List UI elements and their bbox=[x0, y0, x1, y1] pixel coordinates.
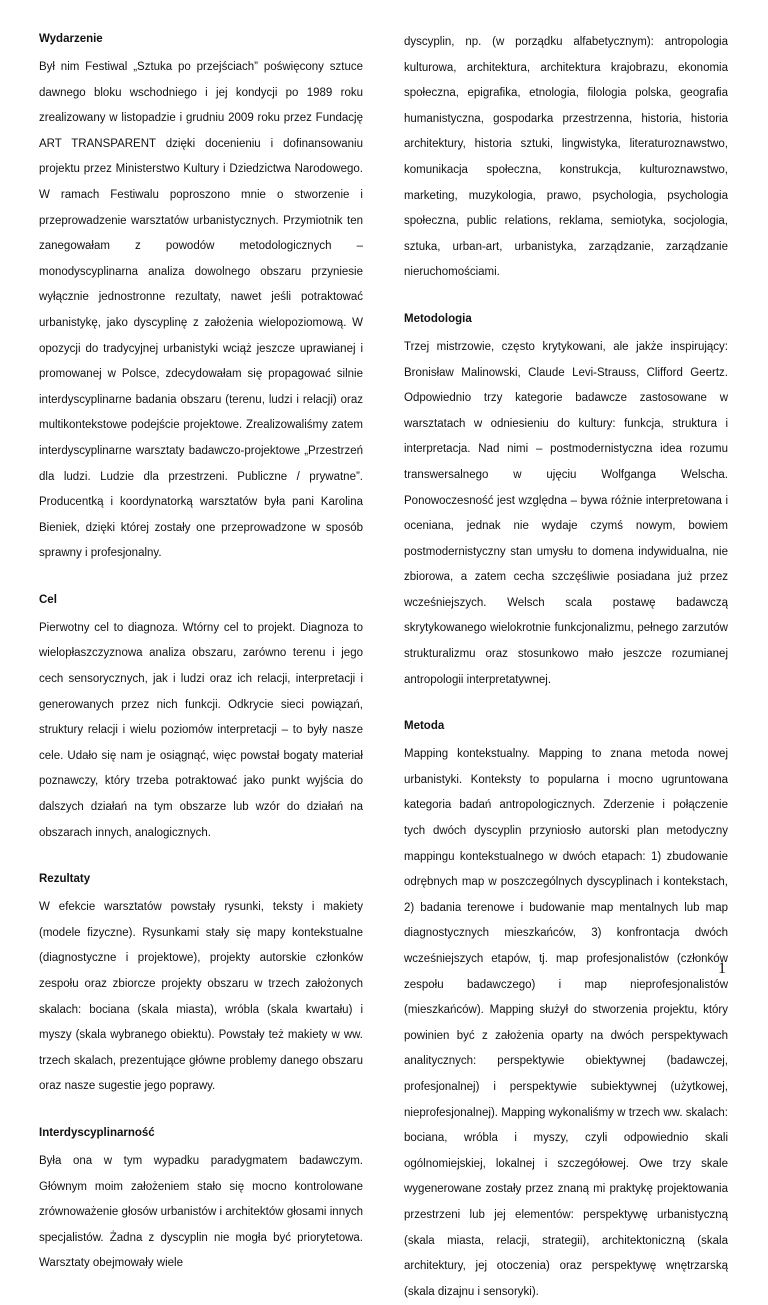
section-heading: Interdyscyplinarność bbox=[39, 1126, 155, 1139]
section-heading: Cel bbox=[39, 593, 57, 606]
section-heading: Wydarzenie bbox=[39, 33, 103, 45]
section-paragraph: Mapping kontekstualny. Mapping to znana metoda nowej urbanistyki. Konteksty to popularna i mocno ugruntowana kategoria badań antropologicznych. Zderzenie i połączenie tych dwóch dyscyplin przyniosło autorski plan metodyczny mappingu kontekstualnego w dwóch etapach: 1) zbudowanie odrębnych map w poszczególnych dyscyplinach i kontekstach, 2) badania terenowe i budowanie map mentalnych lub map diagnostycznych mieszkańców, 3) konfrontacja dwóch wcześniejszych etapów, tj. map profesjonalistów (członków zespołu badawczego) i map nieprofesjonalistów (mieszkańców). Mapping służył do stworzenia projektu, który powinien być z założenia oparty na dwóch perspektywach analitycznych: perspektywie obiektywnej (badawczej, profesjonalnej) i perspektywie subiektywnej (użytkowej, nieprofesjonalnej). Mapping wykonaliśmy w trzech ww. skalach: bociana, wróbla i myszy, czyli odpowiednio skali ogólnomiejskiej, lokalnej i szczegółowej. Owe trzy skale wygenerowane zostały przez znaną mi praktykę projektowania przestrzeni lub jej elementów: perspektywę urbanistyczną (skala miasta, relacji, strategii), architektoniczną (skala architektury, jej otoczenia) oraz perspektywę wnętrzarską (skala dizajnu i sensoryki). bbox=[404, 748, 728, 1298]
section-wydarzenie bbox=[39, 30, 363, 567]
section-cel bbox=[39, 591, 363, 846]
section-paragraph: Trzej mistrzowie, często krytykowani, ale jakże inspirujący: Bronisław Malinowski, Claude Levi-Strauss, Clifford Geertz. Odpowiednio trzy kategorie badawcze zastosowane w warsztatach w odniesieniu do kultury: funkcja, struktura i interpretacja. Nad nimi – postmodernistyczna idea rozumu transwersalnego w ujęciu Wolfganga Welscha. Ponowoczesność jest względna – bywa różnie interpretowana i oceniana, jednak nie wydaje czymś nowym, bowiem postmodernistyczny stan umysłu to domena indywidualna, nie zbiorowa, a zatem cecha szczęśliwie posiadana już przez wcześniejszych. Welsch scala postawę badawczą skrytykowanego wielokrotnie funkcjonalizmu, pełnego zarzutów strukturalizmu oraz stosunkowo mało jeszcze rozumianej antropologii interpretatywnej. bbox=[404, 340, 728, 686]
section-rezultaty bbox=[39, 870, 363, 1100]
section-paragraph: Był nim Festiwal „Sztuka po przejściach” poświęcony sztuce dawnego bloku wschodniego i jej kondycji po 1989 roku zrealizowany w listopadzie i grudniu 2009 roku przez Fundację ART TRANSPARENT dzięki docenieniu i dofinansowaniu projektu przez Ministerstwo Kultury i Dziedzictwa Narodowego. W ramach Festiwalu poproszono mnie o stworzenie i przeprowadzenie warsztatów urbanistycznych. Przymiotnik ten zanegowałam z powodów metodologicznych – monodyscyplinarna analiza dowolnego obszaru przyniesie wyłącznie jednostronne rezultaty, nawet jeśli potraktować urbanistykę, jako dyscyplinę z założenia wielopoziomową. W opozycji do tradycyjnej urbanistyki wciąż jeszcze uprawianej i promowanej w Polsce, zdecydowałam się propagować silnie interdyscyplinarne badania obszaru (terenu, ludzi i relacji) oraz multikontekstowe podejście projektowe. Zrealizowaliśmy zatem interdyscyplinarne warsztaty badawczo-projektowe „Przestrzeń dla ludzi. Ludzie dla przestrzeni. Publiczne / prywatne”. Producentką i koordynatorką warsztatów była pani Karolina Bieniek, dzięki której zostały one przeprowadzone w sposób sprawny i profesjonalny. bbox=[39, 61, 363, 560]
page-number: 1 bbox=[718, 960, 726, 977]
section-heading: Rezultaty bbox=[39, 873, 91, 886]
section-heading: Metodologia bbox=[404, 312, 472, 325]
section-paragraph: Była ona w tym wypadku paradygmatem badawczym. Głównym moim założeniem stało się mocno kontrolowane zrównoważenie głosów urbanistów i architektów głosami innych specjalistów. Żadna z dyscyplin nie mogła być priorytetowa. Warsztaty obejmowały wiele bbox=[39, 1154, 363, 1270]
section-paragraph: Pierwotny cel to diagnoza. Wtórny cel to projekt. Diagnoza to wielopłaszczyznowa analiza obszaru, zarówno terenu i jego cech sensorycznych, jak i ludzi oraz ich relacji, interpretacji i generowanych przez nich funkcji. Odkrycie sieci powiązań, struktury relacji i wielu poziomów interpretacji – to były nasze cele. Udało się nam je osiągnąć, więc powstał bogaty materiał poznawczy, który trzeba potraktować jako punkt wyjścia do dalszych działań na tym obszarze lub wzór do działań na obszarach innych, analogicznych. bbox=[39, 621, 363, 839]
section-paragraph: dyscyplin, np. (w porządku alfabetycznym): antropologia kulturowa, architektura, architektura krajobrazu, ekonomia społeczna, epigrafika, etnologia, filologia polska, geografia humanistyczna, gospodarka przestrzenna, historia, historia architektury, historia sztuki, lingwistyka, literaturoznawstwo, komunikacja społeczna, konstrukcja, kulturoznawstwo, marketing, muzykologia, prawo, psychologia, psychologia społeczna, public relations, reklama, semiotyka, socjologia, sztuka, urban-art, urbanistyka, zarządzanie, zarządzanie nieruchomościami. bbox=[404, 36, 728, 279]
section-heading: Metoda bbox=[404, 720, 445, 733]
section-metoda bbox=[404, 717, 728, 1305]
right-column bbox=[404, 30, 728, 1305]
section-metodologia bbox=[404, 310, 728, 693]
section-continuation bbox=[404, 30, 728, 286]
section-paragraph: W efekcie warsztatów powstały rysunki, teksty i makiety (modele fizyczne). Rysunkami stały się mapy kontekstualne (diagnostyczne i projektowe), projekty autorskie członków zespołu oraz zbiorcze projekty obszaru w trzech założonych skalach: bociana (skala miasta), wróbla (skala kwartału) i myszy (skala wybranego obiektu). Powstały też makiety w ww. trzech skalach, prezentujące główne problemy danego obszaru oraz nasze sugestie jego poprawy. bbox=[39, 901, 363, 1093]
section-interdyscyplinarnosc bbox=[39, 1124, 363, 1277]
left-column bbox=[39, 30, 363, 1277]
